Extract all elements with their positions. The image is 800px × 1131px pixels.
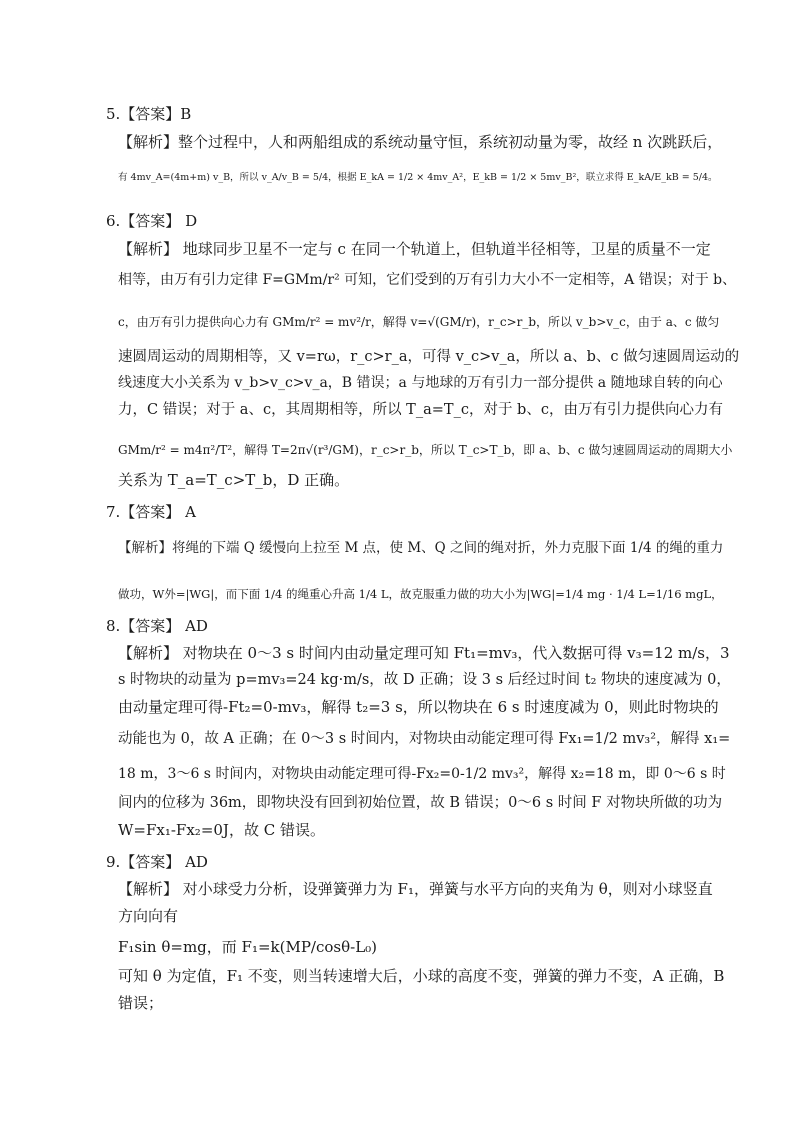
q9-answer: 9.【答案】 AD <box>106 853 208 871</box>
q5-line-2: 有 4mv_A=(4m+m) v_B，所以 v_A/v_B = 5/4，根据 E_kA = 1/2 × 4mv_A²，E_kB = 1/2 × 5mv_B²，联立求得 E_kA/E_kB = 5/4。 <box>118 172 718 183</box>
q6-line-8: 关系为 T_a=T_c>T_b，D 正确。 <box>118 471 350 489</box>
q9-line-5: 错误； <box>118 994 164 1012</box>
q8-line-1: 【解析】 对物块在 0～3 s 时间内由动量定理可知 Ft₁=mv₃，代入数据可得 v₃=12 m/s，3 <box>118 644 730 662</box>
q6-line-4: 速圆周运动的周期相等，又 v=rω，r_c>r_a，可得 v_c>v_a，所以 a、b、c 做匀速圆周运动的 <box>118 349 740 365</box>
q9-line-3: F₁sin θ=mg，而 F₁=k(MP/cosθ-L₀) <box>118 938 378 956</box>
q6-answer: 6.【答案】 D <box>106 212 198 230</box>
q8-line-3: 由动量定理可得-Ft₂=0-mv₃，解得 t₂=3 s，所以物块在 6 s 时速度减为 0，则此时物块的 <box>118 698 719 716</box>
q7-answer: 7.【答案】 A <box>106 503 196 521</box>
q8-line-6: 间内的位移为 36m，即物块没有回到初始位置，故 B 错误；0～6 s 时间 F 对物块所做的功为 <box>118 795 723 811</box>
q6-line-6: 力，C 错误；对于 a、c，其周期相等，所以 T_a=T_c，对于 b、c，由万有引力提供向心力有 <box>118 402 723 418</box>
q9-line-2: 方向向有 <box>118 907 179 925</box>
q5-answer: 5.【答案】B <box>106 105 192 123</box>
q8-answer: 8.【答案】 AD <box>106 617 208 635</box>
q6-line-1: 【解析】 地球同步卫星不一定与 c 在同一个轨道上，但轨道半径相等，卫星的质量不一定 <box>118 240 711 258</box>
q8-line-2: s 时物块的动量为 p=mv₃=24 kg·m/s，故 D 正确；设 3 s 后经过时间 t₂ 物块的速度减为 0， <box>118 672 731 688</box>
q6-line-7: GMm/r² = m4π²/T²，解得 T=2π√(r³/GM)，r_c>r_b，所以 T_c>T_b，即 a、b、c 做匀速圆周运动的周期大小 <box>118 443 733 457</box>
q6-line-5: 线速度大小关系为 v_b>v_c>v_a，B 错误；a 与地球的万有引力一部分提供 a 随地球自转的向心 <box>118 375 723 391</box>
q9-line-1: 【解析】 对小球受力分析，设弹簧弹力为 F₁，弹簧与水平方向的夹角为 θ，则对小球竖直 <box>118 880 713 898</box>
q9-line-4: 可知 θ 为定值，F₁ 不变，则当转速增大后，小球的高度不变，弹簧的弹力不变，A 正确，B <box>118 967 725 985</box>
q7-line-2: 做功，W外=|WG|，而下面 1/4 的绳重心升高 1/4 L，故克服重力做的功大小为|WG|=1/4 mg · 1/4 L=1/16 mgL， <box>118 587 723 601</box>
q8-line-5: 18 m，3～6 s 时间内，对物块由动能定理可得-Fx₂=0-1/2 mv₃²，解得 x₂=18 m，即 0～6 s 时 <box>118 766 726 782</box>
q6-line-3: c，由万有引力提供向心力有 GMm/r² = mv²/r，解得 v=√(GM/r)，r_c>r_b，所以 v_b>v_c，由于 a、c 做匀 <box>118 315 720 329</box>
q8-line-7: W=Fx₁-Fx₂=0J，故 C 错误。 <box>118 821 325 839</box>
q6-line-2: 相等，由万有引力定律 F=GMm/r² 可知，它们受到的万有引力大小不一定相等，A 错误；对于 b、 <box>118 272 737 288</box>
q7-line-1: 【解析】将绳的下端 Q 缓慢向上拉至 M 点，使 M、Q 之间的绳对折，外力克服下面 1/4 的绳的重力 <box>118 540 724 556</box>
q8-line-4: 动能也为 0，故 A 正确；在 0～3 s 时间内，对物块由动能定理可得 Fx₁=1/2 mv₃²，解得 x₁= <box>118 731 731 747</box>
q5-line-1: 【解析】整个过程中，人和两船组成的系统动量守恒，系统初动量为零，故经 n 次跳跃后， <box>118 133 723 151</box>
